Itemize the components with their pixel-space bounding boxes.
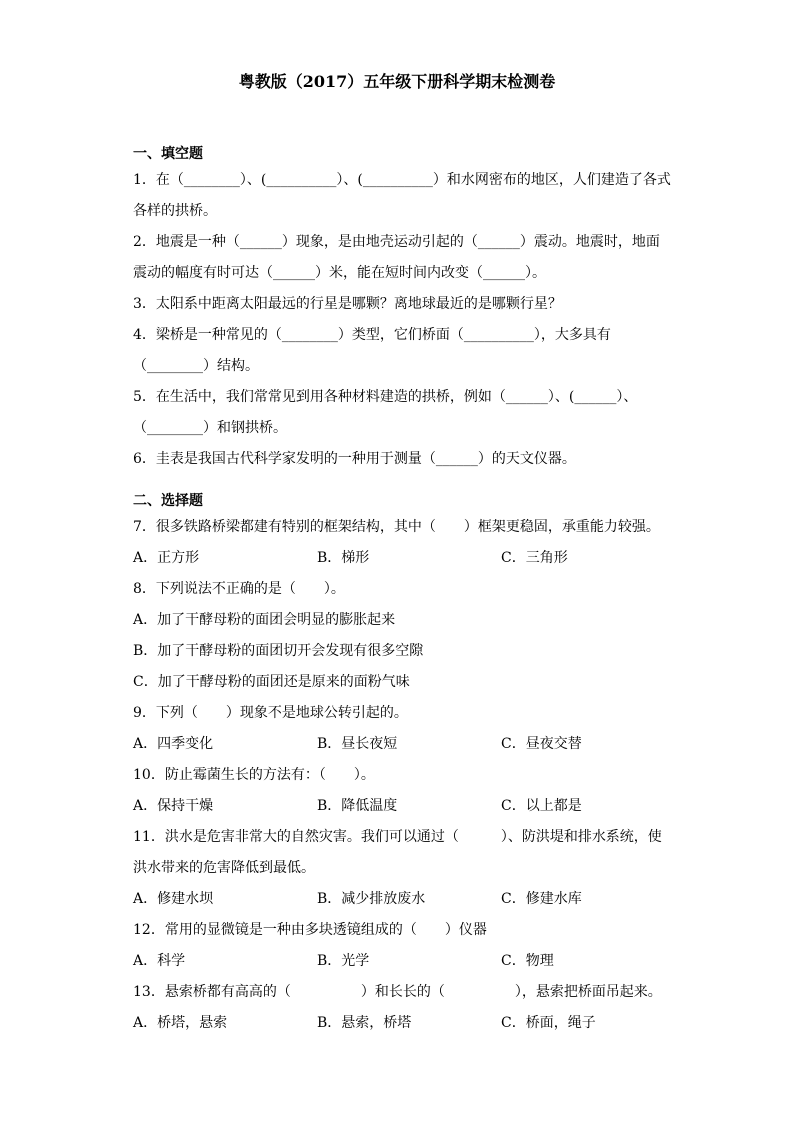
question-stem: 13．悬索桥都有高高的（ ）和长长的（ ），悬索把桥面吊起来。: [133, 984, 662, 1000]
option-row: [133, 1008, 673, 1039]
question-line: 2．地震是一种（______）现象，是由地壳运动引起的（______）震动。地震时，地面: [133, 234, 660, 250]
option-a: A．科学: [133, 953, 186, 969]
question-line: （________）结构。: [133, 358, 259, 374]
option-c: C．修建水库: [501, 891, 582, 907]
option-a: A．桥塔，悬索: [133, 1015, 228, 1031]
question-line: 4．梁桥是一种常见的（________）类型，它们桥面（__________），大多具有: [133, 327, 611, 343]
question-stem: 9．下列（ ）现象不是地球公转引起的。: [133, 705, 408, 721]
option-b: B．昼长夜短: [317, 736, 398, 752]
option-c: C．加了干酵母粉的面团还是原来的面粉气味: [133, 674, 410, 690]
question-line: 6．圭表是我国古代科学家发明的一种用于测量（______）的天文仪器。: [133, 451, 576, 467]
option-c: C．物理: [501, 953, 554, 969]
option-b: B．降低温度: [317, 798, 398, 814]
option-b: B．加了干酵母粉的面团切开会发现有很多空隙: [133, 643, 424, 659]
question-line: （________）和钢拱桥。: [133, 420, 287, 436]
question-stem: 12．常用的显微镜是一种由多块透镜组成的（ ）仪器: [133, 922, 487, 938]
option-a: A．加了干酵母粉的面团会明显的膨胀起来: [133, 612, 396, 628]
question-stem: 洪水带来的危害降低到最低。: [133, 860, 315, 876]
option-b: B．光学: [317, 953, 370, 969]
option-c: C．桥面，绳子: [501, 1015, 596, 1031]
question-line: 1．在（________）、(__________）、(__________）和水网密布的地区，人们建造了各式: [133, 172, 671, 188]
option-row: [133, 791, 673, 822]
option-a: A．正方形: [133, 550, 200, 566]
exam-content: [133, 144, 673, 1039]
section-heading-fill-blank: 一、填空题: [133, 146, 203, 162]
question-line: 震动的幅度有时可达（______）米，能在短时间内改变（______）。: [133, 265, 546, 281]
option-a: A．修建水坝: [133, 891, 214, 907]
option-b: B．梯形: [317, 550, 370, 566]
question-stem: 8．下列说法不正确的是（ ）。: [133, 581, 345, 597]
option-c: C．三角形: [501, 550, 568, 566]
option-row: [133, 884, 673, 915]
option-b: B．悬索，桥塔: [317, 1015, 412, 1031]
question-line: 5．在生活中，我们常常见到用各种材料建造的拱桥，例如（______）、(______）、: [133, 389, 638, 405]
section-heading-multiple-choice: 二、选择题: [133, 493, 203, 509]
question-stem: 11．洪水是危害非常大的自然灾害。我们可以通过（ ）、防洪堤和排水系统，使: [133, 829, 662, 845]
option-c: C．以上都是: [501, 798, 582, 814]
option-a: A．四季变化: [133, 736, 214, 752]
option-a: A．保持干燥: [133, 798, 214, 814]
option-c: C．昼夜交替: [501, 736, 582, 752]
question-line: 3．太阳系中距离太阳最远的行星是哪颗？离地球最近的是哪颗行星？: [133, 296, 562, 312]
option-b: B．减少排放废水: [317, 891, 426, 907]
page-title: 粤教版（2017）五年级下册科学期末检测卷: [238, 72, 556, 91]
question-stem: 7．很多铁路桥梁都建有特别的框架结构，其中（ ）框架更稳固，承重能力较强。: [133, 519, 660, 535]
question-stem: 10．防止霉菌生长的方法有：（ ）。: [133, 767, 375, 783]
option-row: [133, 729, 673, 760]
option-row: [133, 543, 673, 574]
option-row: [133, 946, 673, 977]
question-line: 各样的拱桥。: [133, 203, 217, 219]
